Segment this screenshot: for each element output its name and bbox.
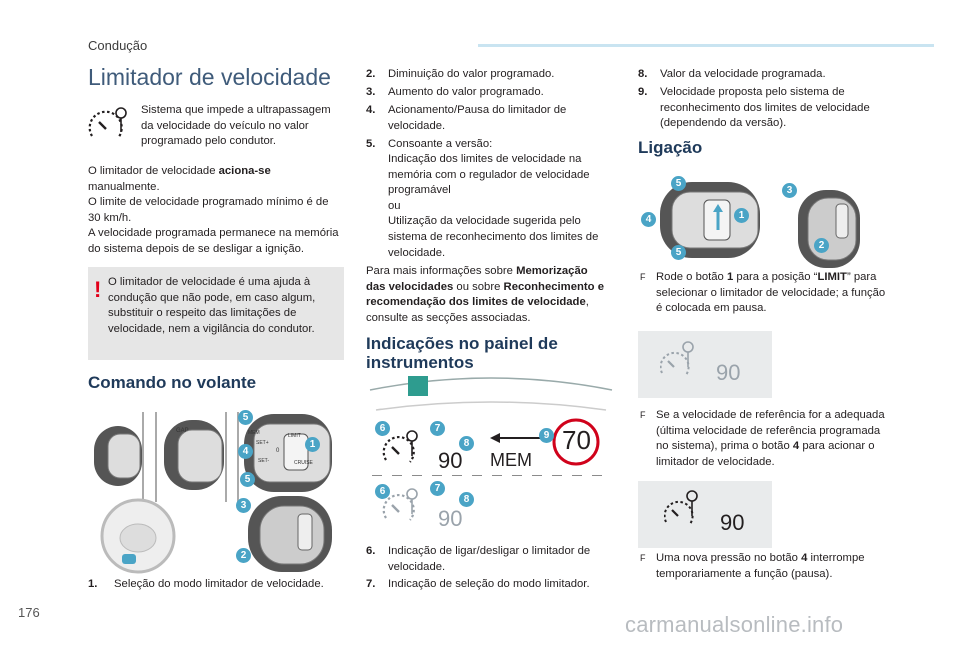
badge-8: 8 (459, 436, 474, 451)
more-info-text: Para mais informações sobre Memorização das velocidades ou sobre Reconhecimento e recomendação dos limites de velocidade, consulte as secções associadas. (366, 265, 604, 324)
list-item: 3. Aumento do valor programado. (366, 86, 544, 98)
badge-7: 7 (430, 481, 445, 496)
stalk-label-zero: 0 (276, 448, 280, 454)
badge-4: 4 (641, 212, 656, 227)
instruction-step: F Uma nova pressão no botão 4 interrompe temporariamente a função (pausa). (640, 552, 865, 580)
list-item: 5. Consoante a versão: (366, 138, 493, 150)
badge-6: 6 (375, 484, 390, 499)
panel-speed-value: 90 (720, 510, 745, 535)
list-item: 7. Indicação de seleção do modo limitador. (366, 578, 590, 590)
stalk-label-limit: LIMIT (288, 433, 301, 439)
list-item: 9. Velocidade proposta pelo sistema de reconhecimento dos limites de velocidade (dependendo da versão). (638, 86, 870, 130)
instruction-step: F Se a velocidade de referência for a adequada (última velocidade de referência programada no sistema), prima o botão 4 para acionar o limitador de velocidade. (640, 409, 885, 468)
instruction-step: F Rode o botão 1 para a posição “LIMIT” para selecionar o limitador de velocidade; a função é colocada em pausa. (640, 271, 886, 315)
heading-ligacao: Ligação (638, 138, 703, 157)
stalk-label-set-plus: SET+ (256, 440, 269, 446)
heading-comando: Comando no volante (88, 373, 257, 392)
badge-9: 9 (539, 428, 554, 443)
speed-value: 90 (438, 448, 463, 473)
badge-3: 3 (782, 183, 797, 198)
badge-1: 1 (734, 208, 749, 223)
badge-5: 5 (238, 410, 253, 425)
badge-4: 4 (238, 444, 253, 459)
warning-icon: ! (94, 277, 102, 302)
list-item: 4. Acionamento/Pausa do limitador de velocidade. (366, 104, 567, 132)
mem-label: MEM (490, 450, 532, 470)
stalk-label-cruise: CRUISE (294, 460, 313, 466)
header-divider (478, 44, 934, 47)
item5-details: Indicação dos limites de velocidade na memória com o regulador de velocidade programável ou Utilização da velocidade sugerida pelo sistema de reconhecimento dos limites de velocidade. (388, 153, 599, 259)
warning-text: O limitador de velocidade é uma ajuda à condução que não pode, em caso algum, substituir o respeito das limitações de velocidade, nem a vigilância do condutor. (108, 276, 316, 335)
stalk-label-set-minus: SET- (258, 458, 270, 464)
speed-value-faded: 90 (438, 506, 463, 531)
list-item: 1. Seleção do modo limitador de velocidade. (88, 578, 324, 590)
stalk-label-mem: MEM (248, 430, 260, 436)
badge-2: 2 (814, 238, 829, 253)
steering-control-illustration (88, 408, 340, 576)
speed-limiter-icon (88, 104, 132, 144)
list-item: 2. Diminuição do valor programado. (366, 68, 555, 80)
body-text: O limitador de velocidade aciona-se manualmente. O limite de velocidade programado mínimo é de 30 km/h. A velocidade programada permanece na memória do sistema depois de se desligar a ignição. (88, 165, 339, 255)
heading-indicacoes: Indicações no painel de instrumentos (366, 334, 558, 372)
page-number: 176 (18, 605, 40, 620)
watermark: carmanualsonline.info (625, 612, 844, 637)
speed-limiter-icon-grey (660, 339, 696, 379)
badge-7: 7 (430, 421, 445, 436)
section-label: Condução (88, 38, 148, 53)
page-title: Limitador de velocidade (88, 64, 331, 90)
badge-5: 5 (240, 472, 255, 487)
badge-5: 5 (671, 245, 686, 260)
stalk-label-gap: GAP (176, 428, 189, 434)
speed-limiter-icon-active (664, 488, 700, 528)
cluster-panel-paused (638, 331, 772, 398)
list-item: 6. Indicação de ligar/desligar o limitador de velocidade. (366, 545, 591, 573)
cluster-panel-active (638, 481, 772, 548)
badge-6: 6 (375, 421, 390, 436)
badge-1: 1 (305, 437, 320, 452)
panel-speed-value-grey: 90 (716, 360, 741, 385)
intro-text: Sistema que impede a ultrapassagem da velocidade do veículo no valor programado pelo condutor. (141, 104, 331, 148)
badge-3: 3 (236, 498, 251, 513)
badge-5: 5 (671, 176, 686, 191)
list-item: 8. Valor da velocidade programada. (638, 68, 826, 80)
speed-sign-value: 70 (562, 425, 591, 455)
badge-8: 8 (459, 492, 474, 507)
badge-2: 2 (236, 548, 251, 563)
